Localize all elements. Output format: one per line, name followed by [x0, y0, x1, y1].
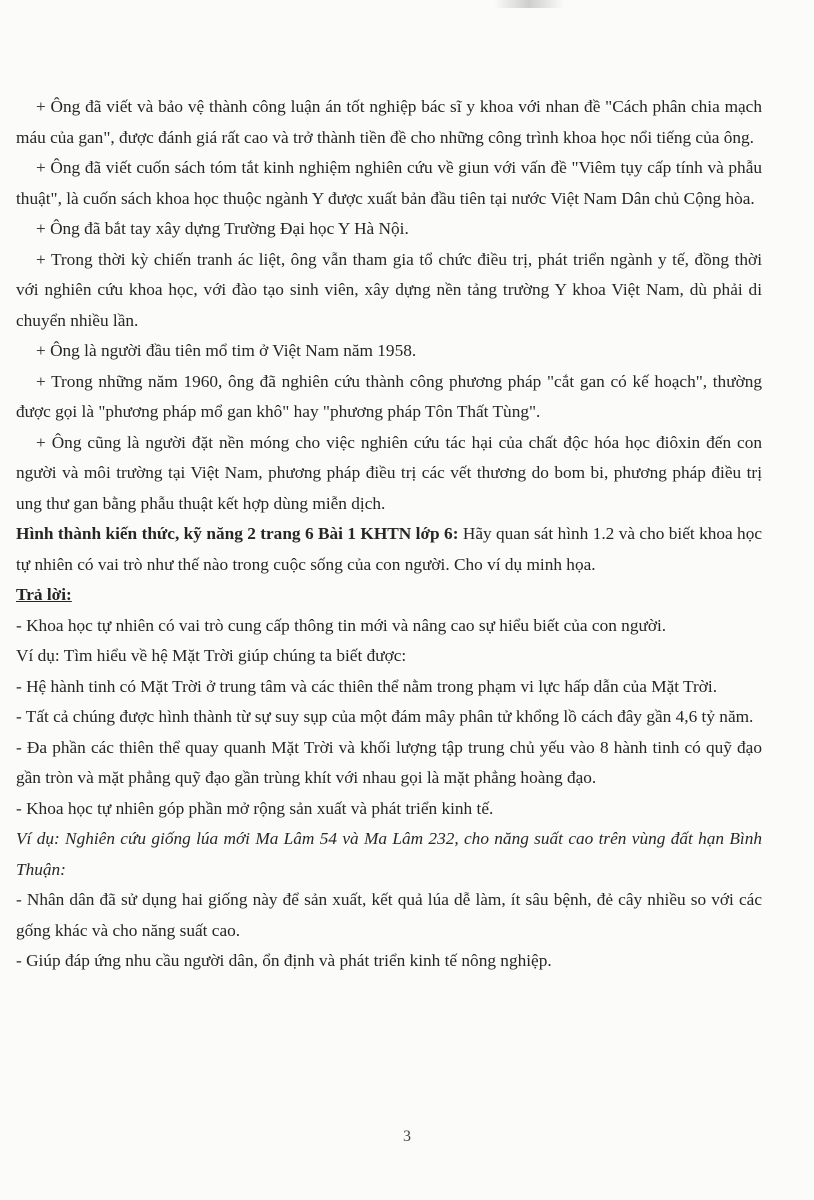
paragraph-liver-method: + Trong những năm 1960, ông đã nghiên cứu thành công phương pháp "cắt gan có kế hoạch", thường được gọi là "phương pháp mổ gan khô" hay "phương pháp Tôn Thất Tùng".	[16, 371, 762, 421]
paragraph-thesis: + Ông đã viết và bảo vệ thành công luận án tốt nghiệp bác sĩ y khoa với nhan đề "Cách phân chia mạch máu của gan", được đánh giá rất cao và trở thành tiền đề cho những công trình khoa học nổi tiếng của ông.	[16, 97, 762, 147]
answer-line: - Đa phần các thiên thể quay quanh Mặt Trời và khối lượng tập trung chủ yếu vào 8 hành tinh có quỹ đạo gần tròn và mặt phẳng quỹ đạo gần trùng khít với nhau gọi là mặt phẳng hoàng đạo.	[16, 737, 762, 787]
answer-line: - Khoa học tự nhiên có vai trò cung cấp thông tin mới và nâng cao sự hiểu biết của con người.	[16, 615, 667, 635]
page-number: 3	[403, 1128, 411, 1145]
answer-line: - Nhân dân đã sử dụng hai giống này để sản xuất, kết quả lúa dễ làm, ít sâu bệnh, đẻ cây nhiều so với các gống khác và cho năng suất cao.	[16, 890, 762, 940]
answer-line: - Hệ hành tinh có Mặt Trời ở trung tâm và các thiên thể nằm trong phạm vi lực hấp dẫn của Mặt Trời.	[16, 676, 718, 696]
answer-line: Ví dụ: Tìm hiểu về hệ Mặt Trời giúp chúng ta biết được:	[16, 646, 407, 665]
answer-line: - Giúp đáp ứng nhu cầu người dân, ổn định và phát triển kinh tế nông nghiệp.	[16, 951, 552, 970]
answer-example-italic: Ví dụ: Nghiên cứu giống lúa mới Ma Lâm 54 và Ma Lâm 232, cho năng suất cao trên vùng đất hạn Bình Thuận:	[16, 829, 762, 879]
paragraph-university: + Ông đã bắt tay xây dựng Trường Đại học Y Hà Nội.	[36, 219, 409, 238]
paragraph-book: + Ông đã viết cuốn sách tóm tắt kinh nghiệm nghiên cứu về giun với vấn đề "Viêm tụy cấp tính và phẫu thuật", là cuốn sách khoa học thuộc ngành Y được xuất bản đầu tiên tại nước Việt Nam Dân chủ Cộng hòa.	[16, 158, 762, 208]
answer-label-line	[16, 580, 762, 611]
paragraph-dioxin: + Ông cũng là người đặt nền móng cho việc nghiên cứu tác hại của chất độc hóa học điôxin đến con người và môi trường tại Việt Nam, phương pháp điều trị các vết thương do bom bi, phương pháp điều trị ung thư gan bằng phẫu thuật kết hợp dùng miễn dịch.	[16, 432, 762, 513]
question-text: Hãy quan sát hình 1.2 và cho biết khoa học tự nhiên có vai trò như thế nào trong cuộc sống của con người. Cho ví dụ minh họa.	[16, 524, 763, 574]
answer-label: Trả lời:	[16, 585, 72, 604]
paragraph-heart-surgery: + Ông là người đầu tiên mổ tim ở Việt Nam năm 1958.	[36, 341, 417, 360]
paragraph-wartime: + Trong thời kỳ chiến tranh ác liệt, ông vẫn tham gia tổ chức điều trị, phát triển ngành y tế, đồng thời với nghiên cứu khoa học, với đào tạo sinh viên, xây dựng nền tảng trường Y khoa Việt Nam, dù phải di chuyển nhiều lần.	[16, 249, 762, 330]
document-page	[16, 92, 762, 977]
question-heading: Hình thành kiến thức, kỹ năng 2 trang 6 Bài 1 KHTN lớp 6:	[16, 524, 459, 543]
answer-line: - Tất cả chúng được hình thành từ sự suy sụp của một đám mây phân tử khổng lồ cách đây gần 4,6 tỷ năm.	[16, 707, 754, 726]
answer-line: - Khoa học tự nhiên góp phần mở rộng sản xuất và phát triển kinh tế.	[16, 798, 494, 818]
question-paragraph	[16, 519, 762, 580]
scan-smudge	[494, 0, 564, 8]
